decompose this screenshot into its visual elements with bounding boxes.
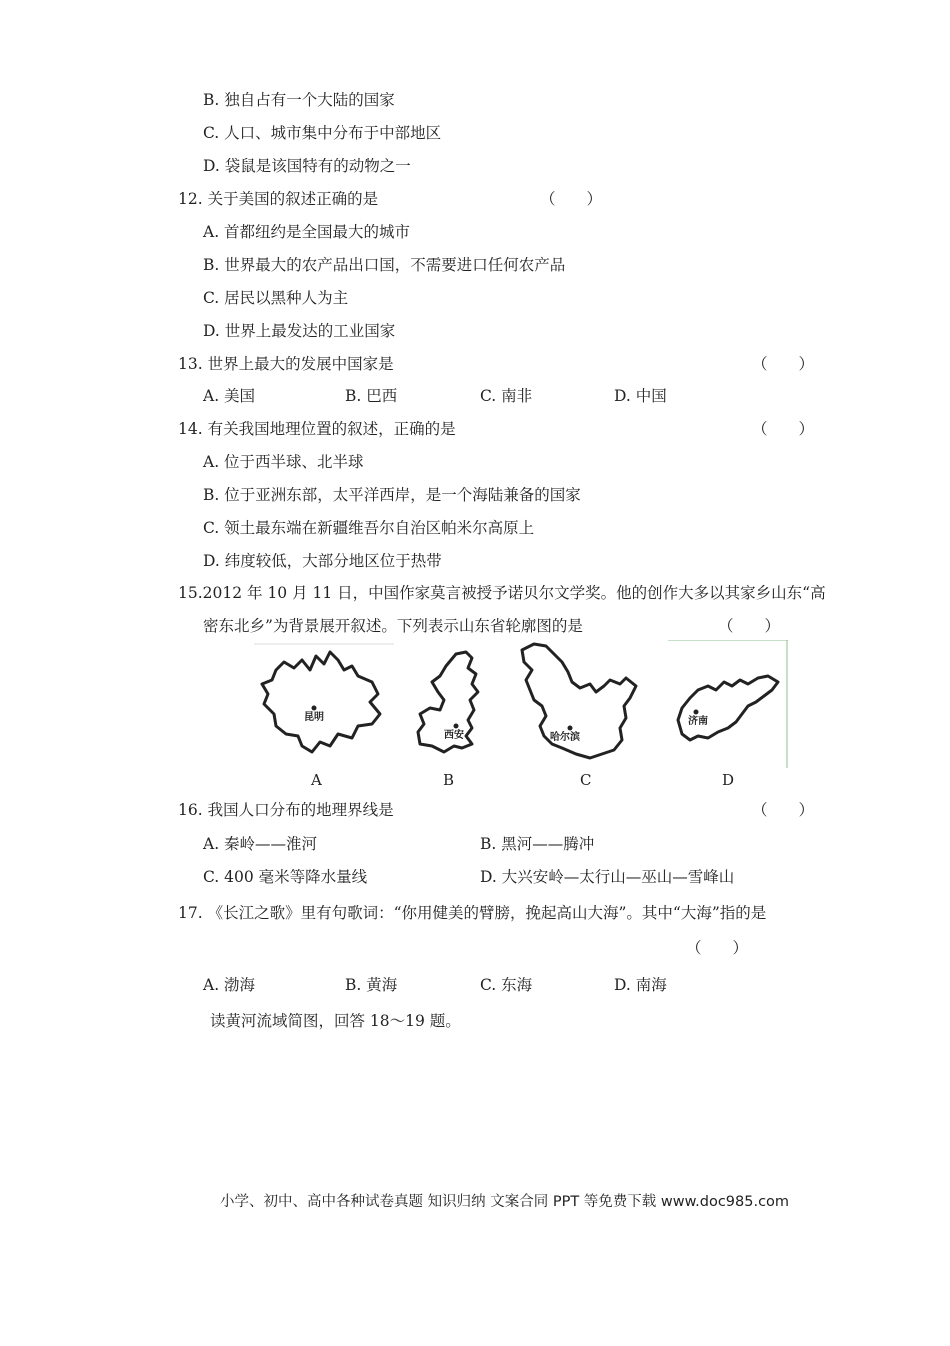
map-c-city-label: 哈尔滨 (550, 732, 580, 743)
q15-stem-line2: 密东北乡”为背景展开叙述。下列表示山东省轮廓图的是 (203, 617, 583, 635)
map-a-letter: A (311, 771, 322, 789)
q11-option-d: D. 袋鼠是该国特有的动物之一 (203, 157, 411, 175)
q17-option-a: A. 渤海 (203, 976, 256, 994)
q17-option-b: B. 黄海 (345, 976, 398, 994)
map-b-city-label: 西安 (444, 730, 464, 741)
q13-option-a: A. 美国 (203, 387, 256, 405)
q17-answer-paren: （ ） (686, 939, 749, 957)
q16-option-a: A. 秦岭——淮河 (203, 835, 318, 853)
q17-stem: 17. 《长江之歌》里有句歌词：“你用健美的臂膀，挽起高山大海”。其中“大海”指的是 (178, 904, 767, 922)
q15-stem-line1: 15.2012 年 10 月 11 日，中国作家莫言被授予诺贝尔文学奖。他的创作大多以其家乡山东“高 (178, 584, 826, 602)
q12-option-a: A. 首都纽约是全国最大的城市 (203, 223, 411, 241)
map-a-yunnan (254, 642, 394, 768)
map-d-city-label: 济南 (688, 716, 708, 727)
q11-option-c: C. 人口、城市集中分布于中部地区 (203, 124, 442, 142)
q12-option-b: B. 世界最大的农产品出口国，不需要进口任何农产品 (203, 256, 566, 274)
q16-stem: 16. 我国人口分布的地理界线是 (178, 801, 394, 819)
q12-stem: 12. 关于美国的叙述正确的是 (178, 190, 379, 208)
q17-option-d: D. 南海 (614, 976, 667, 994)
q13-answer-paren: （ ） (752, 355, 815, 373)
map-d-letter: D (722, 771, 735, 789)
q13-option-b: B. 巴西 (345, 387, 398, 405)
q14-stem: 14. 有关我国地理位置的叙述，正确的是 (178, 420, 456, 438)
q12-option-c: C. 居民以黑种人为主 (203, 289, 349, 307)
map-c-letter: C (580, 771, 592, 789)
q16-option-c: C. 400 毫米等降水量线 (203, 868, 368, 886)
q14-option-d: D. 纬度较低，大部分地区位于热带 (203, 552, 442, 570)
q12-answer-paren: （ ） (540, 190, 603, 208)
reading-instruction: 读黄河流域简图，回答 18～19 题。 (210, 1012, 461, 1030)
map-a-city-label: 昆明 (304, 712, 324, 723)
q14-option-c: C. 领土最东端在新疆维吾尔自治区帕米尔高原上 (203, 519, 535, 537)
q17-option-c: C. 东海 (480, 976, 533, 994)
q13-option-d: D. 中国 (614, 387, 667, 405)
q16-option-d: D. 大兴安岭—太行山—巫山—雪峰山 (480, 868, 735, 886)
q14-option-a: A. 位于西半球、北半球 (203, 453, 364, 471)
q11-option-b: B. 独自占有一个大陆的国家 (203, 91, 395, 109)
map-b-letter: B (443, 771, 455, 789)
map-b-shaanxi (410, 648, 490, 768)
q15-answer-paren: （ ） (718, 617, 781, 635)
map-d-shandong (668, 640, 788, 768)
q14-answer-paren: （ ） (752, 420, 815, 438)
q16-option-b: B. 黑河——腾冲 (480, 835, 595, 853)
q13-stem: 13. 世界上最大的发展中国家是 (178, 355, 394, 373)
map-c-heilongjiang (516, 640, 646, 766)
q16-answer-paren: （ ） (752, 801, 815, 819)
q13-option-c: C. 南非 (480, 387, 533, 405)
q14-option-b: B. 位于亚洲东部，太平洋西岸，是一个海陆兼备的国家 (203, 486, 581, 504)
page-footer: 小学、初中、高中各种试卷真题 知识归纳 文案合同 PPT 等免费下载 www.doc985.com (220, 1194, 790, 1210)
q12-option-d: D. 世界上最发达的工业国家 (203, 322, 396, 340)
